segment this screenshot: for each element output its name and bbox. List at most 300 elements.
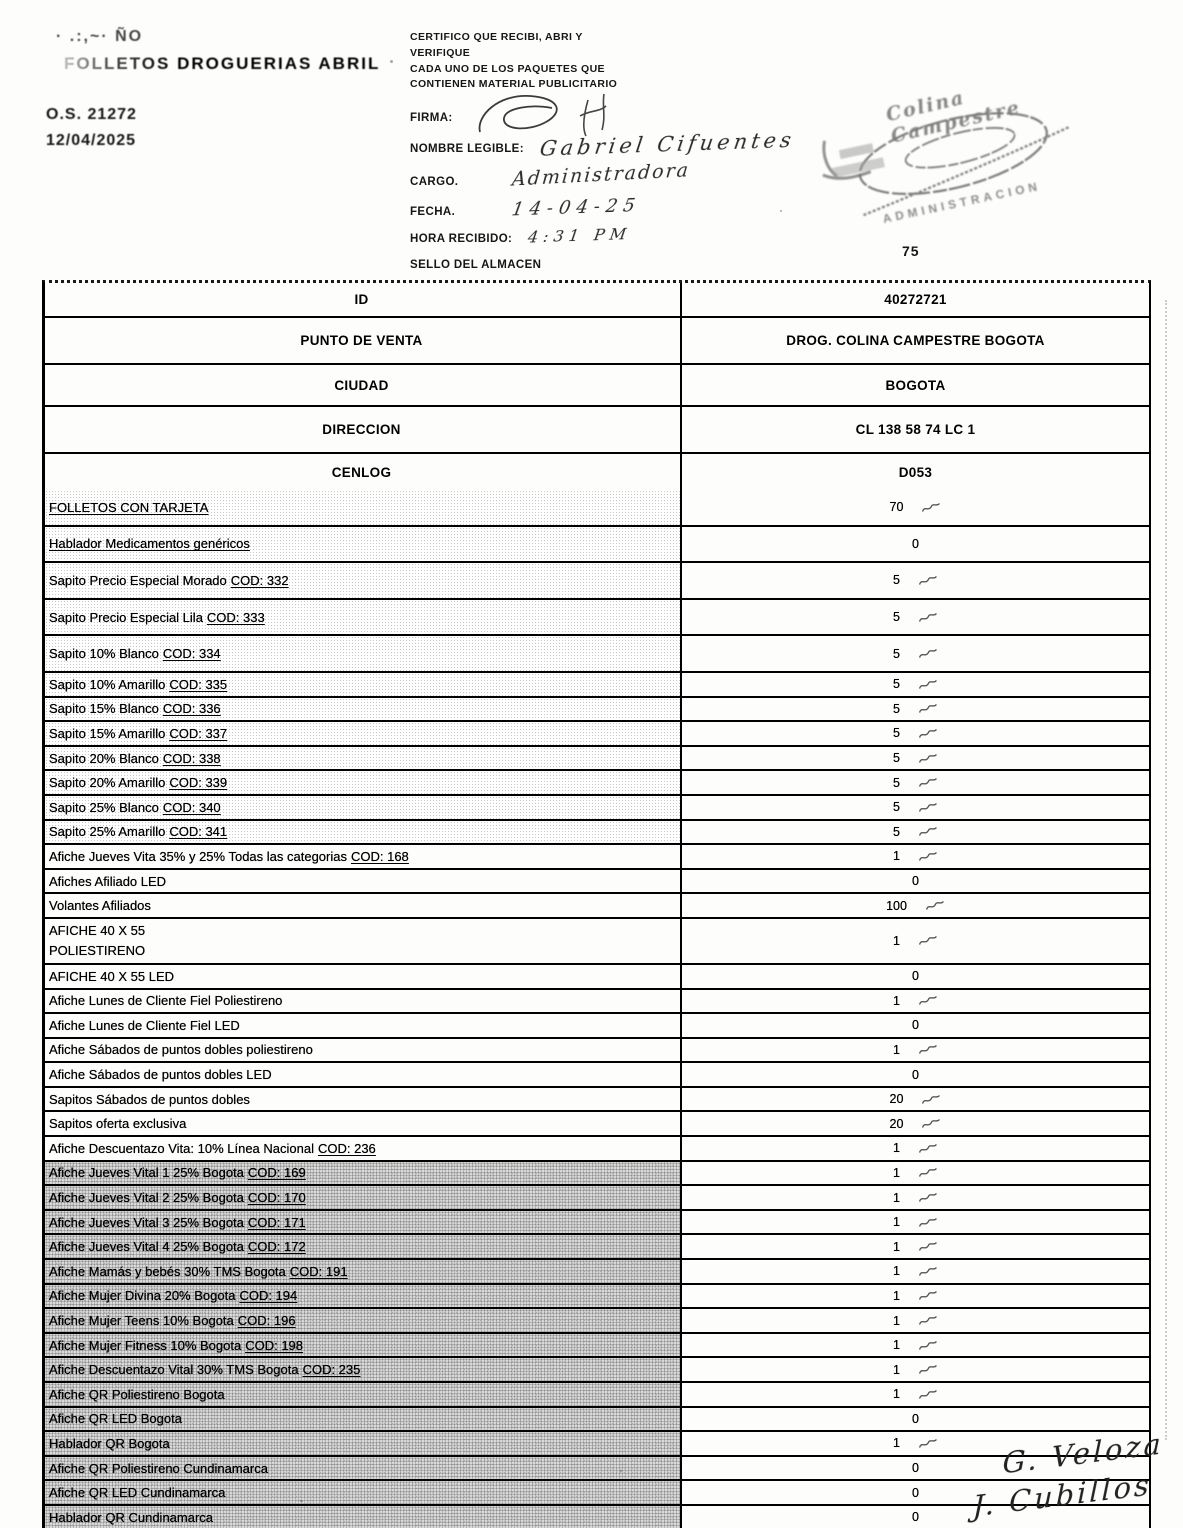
table-row: [45, 1186, 1149, 1211]
handwritten-check-mark: [917, 1264, 939, 1278]
item-label: Sapito 10% Amarillo: [49, 676, 166, 692]
table-row: [45, 1112, 1149, 1137]
item-quantity-cell: [682, 722, 1149, 745]
item-quantity: 5: [893, 646, 900, 661]
item-quantity: 1: [893, 993, 900, 1008]
item-label: Afiche Sábados de puntos dobles LED: [49, 1067, 272, 1083]
item-quantity: 1: [893, 1190, 900, 1205]
item-label: Afiche Jueves Vital 3 25% Bogota: [49, 1214, 244, 1230]
item-quantity: 0: [912, 874, 919, 889]
item-label: Hablador QR Bogota: [49, 1435, 170, 1451]
certification-text: [410, 30, 710, 93]
stamp-admin-text: ADMINISTRACION: [881, 178, 1043, 227]
table-row: [45, 965, 1149, 990]
table-row: [45, 1408, 1149, 1433]
scan-noise: [620, 1470, 622, 1472]
scan-noise: [780, 210, 782, 212]
table-row: [45, 563, 1149, 600]
item-label-cell: [45, 1408, 682, 1431]
item-label-cell: [45, 1186, 682, 1209]
info-value: 40272721: [884, 292, 947, 307]
item-code: COD: 235: [302, 1362, 361, 1378]
item-quantity-cell: [682, 1211, 1149, 1234]
item-label: Afiche QR Poliestireno Cundinamarca: [49, 1460, 268, 1476]
item-label: Afiche Descuentazo Vita: 10% Línea Nacional: [49, 1140, 314, 1156]
table-row: [45, 990, 1149, 1015]
item-code: COD: 335: [169, 676, 228, 692]
item-quantity: 0: [912, 1461, 919, 1476]
item-quantity: 20: [889, 1092, 904, 1107]
info-row: [45, 365, 1149, 407]
item-quantity: 20: [889, 1116, 904, 1131]
item-label-cell: [45, 1358, 682, 1381]
item-code: COD: 341: [169, 824, 228, 840]
item-code: COD: 168: [350, 848, 409, 864]
item-label: Afiche Sábados de puntos dobles poliestireno: [49, 1042, 313, 1058]
scan-noise: [390, 60, 393, 63]
nombre-label: NOMBRE LEGIBLE:: [410, 143, 524, 155]
handwritten-check-mark: [917, 1166, 939, 1180]
handwritten-check-mark: [921, 500, 943, 514]
table-row: [45, 1211, 1149, 1236]
item-quantity-cell: [682, 1334, 1149, 1357]
item-code: COD: 338: [162, 750, 221, 766]
info-label-cell: [45, 318, 682, 363]
handwritten-cargo: Administradora: [511, 159, 691, 191]
item-quantity: 0: [912, 1510, 919, 1525]
item-quantity: 1: [893, 1264, 900, 1279]
item-label-cell: [45, 1088, 682, 1111]
item-label-cell: [45, 1137, 682, 1160]
item-code: COD: 334: [162, 646, 221, 662]
item-quantity: 1: [893, 849, 900, 864]
item-code: COD: 196: [237, 1313, 296, 1329]
handwritten-check-mark: [917, 1190, 939, 1204]
handwritten-check-mark: [917, 1387, 939, 1401]
item-quantity-cell: [682, 1088, 1149, 1111]
item-quantity-cell: [682, 636, 1149, 671]
document-title-line2: FOLLETOS DROGUERIAS ABRIL: [64, 54, 381, 73]
order-date: 12/04/2025: [46, 132, 137, 149]
item-label-cell: [45, 527, 682, 562]
item-code: COD: 171: [247, 1214, 306, 1230]
item-code: COD: 340: [162, 799, 221, 815]
table-row: [45, 771, 1149, 796]
item-quantity: 0: [912, 1485, 919, 1500]
handwritten-check-mark: [917, 1289, 939, 1303]
item-quantity: 1: [893, 1288, 900, 1303]
table-row: [45, 722, 1149, 747]
info-label-cell: [45, 365, 682, 405]
item-code: COD: 191: [289, 1263, 348, 1279]
item-quantity-cell: [682, 771, 1149, 794]
item-quantity-cell: [682, 919, 1149, 963]
item-label: Afiche QR LED Bogota: [49, 1411, 182, 1427]
item-label: Sapito 10% Blanco: [49, 646, 159, 662]
item-quantity: 5: [893, 610, 900, 625]
item-label-cell: [45, 870, 682, 893]
item-quantity: 1: [893, 1215, 900, 1230]
handwritten-check-mark: [917, 610, 939, 624]
item-quantity-cell: [682, 1137, 1149, 1160]
table-row: [45, 1457, 1149, 1482]
table-row: [45, 845, 1149, 870]
item-label-cell: [45, 1235, 682, 1258]
firma-label: FIRMA:: [410, 112, 453, 124]
handwritten-check-mark: [917, 751, 939, 765]
item-label: Sapito Precio Especial Morado: [49, 572, 227, 588]
item-label: Sapito 20% Blanco: [49, 750, 159, 766]
item-quantity: 5: [893, 701, 900, 716]
item-code: COD: 336: [162, 701, 221, 717]
info-label-cell: [45, 454, 682, 490]
handwritten-check-mark: [917, 849, 939, 863]
item-label-cell: [45, 1432, 682, 1455]
certification-line: VERIFIQUE: [410, 46, 471, 59]
item-label-cell: [45, 821, 682, 844]
item-quantity: 5: [893, 573, 900, 588]
scan-edge-artifact: [1165, 300, 1167, 1440]
info-label: CENLOG: [331, 464, 392, 480]
info-value-cell: [682, 283, 1149, 316]
item-quantity-cell: [682, 1309, 1149, 1332]
item-quantity-cell: [682, 600, 1149, 635]
item-label-cell: [45, 1457, 682, 1480]
item-quantity-cell: [682, 673, 1149, 696]
item-label-cell: [45, 600, 682, 635]
item-label-cell: [45, 698, 682, 721]
item-label: AFICHE 40 X 55: [49, 923, 146, 939]
item-label-cell: [45, 1063, 682, 1086]
item-label: Hablador QR Cundinamarca: [49, 1509, 214, 1525]
item-quantity: 1: [893, 1362, 900, 1377]
item-label-cell: [45, 747, 682, 770]
item-label: Afiche Mujer Fitness 10% Bogota: [49, 1337, 242, 1353]
info-row: [45, 454, 1149, 490]
table-row: [45, 1063, 1149, 1088]
handwritten-check-mark: [917, 800, 939, 814]
item-label-cell: [45, 1506, 682, 1528]
item-label-cell: [45, 1039, 682, 1062]
item-quantity: 0: [912, 536, 919, 551]
info-value: D053: [898, 464, 933, 480]
sello-label: SELLO DEL ALMACEN: [410, 259, 542, 271]
item-quantity-cell: [682, 527, 1149, 562]
info-value-cell: [682, 365, 1149, 405]
scan-noise: [300, 1500, 303, 1502]
item-label: Afiche Jueves Vital 4 25% Bogota: [49, 1239, 244, 1255]
item-label-cell: [45, 1285, 682, 1308]
item-label-cell: [45, 1309, 682, 1332]
handwritten-check-mark: [917, 1043, 939, 1057]
item-quantity: 0: [912, 969, 919, 984]
table-row: [45, 1432, 1149, 1457]
item-quantity-cell: [682, 1112, 1149, 1135]
handwritten-check-mark: [917, 677, 939, 691]
item-label-cell: [45, 796, 682, 819]
table-row: [45, 698, 1149, 723]
item-label: Afiche Mamás y bebés 30% TMS Bogota: [49, 1263, 286, 1279]
item-quantity-cell: [682, 894, 1149, 917]
item-label-cell: [45, 1014, 682, 1037]
table-row: [45, 600, 1149, 637]
table-row: [45, 1162, 1149, 1187]
stamp-store-name: Colina Campestre: [883, 86, 1023, 148]
page-number: 75: [902, 243, 920, 259]
table-row: [45, 1383, 1149, 1408]
item-quantity-cell: [682, 1014, 1149, 1037]
fecha-label: FECHA.: [410, 206, 456, 218]
item-label-cell: [45, 1481, 682, 1504]
item-quantity: 1: [893, 933, 900, 948]
item-label: Sapito 25% Amarillo: [49, 824, 166, 840]
item-label: Volantes Afiliados: [49, 898, 151, 914]
item-quantity-cell: [682, 1186, 1149, 1209]
item-label-cell: [45, 1383, 682, 1406]
table-row: [45, 870, 1149, 895]
item-quantity: 5: [893, 824, 900, 839]
handwritten-check-mark: [921, 1092, 943, 1106]
handwritten-check-mark: [917, 1240, 939, 1254]
certification-line: CONTIENEN MATERIAL PUBLICITARIO: [410, 78, 618, 91]
item-quantity-cell: [682, 490, 1149, 525]
handwritten-check-mark: [917, 775, 939, 789]
item-quantity: 1: [893, 1239, 900, 1254]
item-label: Afiche Jueves Vital 1 25% Bogota: [49, 1165, 244, 1181]
item-quantity-cell: [682, 870, 1149, 893]
info-label: ID: [354, 292, 369, 307]
document-title-block: [48, 28, 380, 74]
item-quantity: 70: [889, 500, 904, 515]
item-label: Hablador Medicamentos genéricos: [49, 536, 250, 552]
info-label: DIRECCION: [322, 422, 401, 437]
handwritten-check-mark: [917, 934, 939, 948]
item-label: AFICHE 40 X 55 LED: [49, 968, 174, 984]
info-value: CL 138 58 74 LC 1: [855, 422, 976, 437]
document-title-line1: · .:,~· ÑO: [56, 28, 144, 45]
item-quantity-cell: [682, 1235, 1149, 1258]
item-quantity: 5: [893, 751, 900, 766]
table-row: [45, 1358, 1149, 1383]
item-quantity-cell: [682, 845, 1149, 868]
item-code: COD: 236: [317, 1140, 376, 1156]
item-quantity-cell: [682, 1358, 1149, 1381]
item-quantity: 5: [893, 800, 900, 815]
handwritten-check-mark: [917, 1363, 939, 1377]
info-rows: [45, 283, 1149, 490]
item-quantity-cell: [682, 1063, 1149, 1086]
item-label: Afiche Jueves Vital 2 25% Bogota: [49, 1190, 244, 1206]
item-label: Afiche Lunes de Cliente Fiel Poliestireno: [49, 993, 283, 1009]
item-quantity-cell: [682, 965, 1149, 988]
item-quantity-cell: [682, 563, 1149, 598]
item-label: Sapito 20% Amarillo: [49, 775, 166, 791]
item-quantity-cell: [682, 1383, 1149, 1406]
info-row: [45, 318, 1149, 365]
table-row: [45, 821, 1149, 846]
item-quantity: 1: [893, 1338, 900, 1353]
table-row: [45, 1088, 1149, 1113]
item-label: FOLLETOS CON TARJETA: [49, 499, 209, 515]
info-value: DROG. COLINA CAMPESTRE BOGOTA: [786, 333, 1045, 348]
footer-handwriting-2: J. Cubillos: [972, 1466, 1153, 1524]
handwritten-check-mark: [917, 1436, 939, 1450]
item-quantity: 1: [893, 1141, 900, 1156]
item-quantity-cell: [682, 1162, 1149, 1185]
item-quantity: 0: [912, 1067, 919, 1082]
item-quantity-cell: [682, 1408, 1149, 1431]
item-label-cell: [45, 1162, 682, 1185]
item-code: COD: 169: [247, 1165, 306, 1181]
table-row: [45, 636, 1149, 673]
handwritten-fecha: 14-04-25: [510, 194, 643, 221]
item-label: Afiche Descuentazo Vital 30% TMS Bogota: [49, 1362, 299, 1378]
item-label-line2: POLIESTIRENO: [49, 943, 146, 959]
table-row: [45, 673, 1149, 698]
item-code: COD: 333: [206, 609, 265, 625]
item-rows: [45, 490, 1149, 1528]
item-label: Sapito Precio Especial Lila: [49, 609, 203, 625]
item-code: COD: 194: [239, 1288, 298, 1304]
item-code: COD: 339: [169, 775, 228, 791]
handwritten-check-mark: [917, 1215, 939, 1229]
item-label-cell: [45, 919, 682, 963]
info-value-cell: [682, 318, 1149, 363]
item-quantity: 1: [893, 1042, 900, 1057]
item-label-cell: [45, 636, 682, 671]
info-label-cell: [45, 283, 682, 316]
info-row: [45, 283, 1149, 318]
order-block: [46, 106, 137, 158]
handwritten-check-mark: [917, 825, 939, 839]
item-label-cell: [45, 990, 682, 1013]
hora-label: HORA RECIBIDO:: [410, 233, 513, 245]
table-row: [45, 1235, 1149, 1260]
item-quantity-cell: [682, 990, 1149, 1013]
info-value-cell: [682, 407, 1149, 452]
item-quantity-cell: [682, 821, 1149, 844]
item-label-cell: [45, 965, 682, 988]
item-label-cell: [45, 1112, 682, 1135]
handwritten-check-mark: [917, 702, 939, 716]
item-label-cell: [45, 673, 682, 696]
warehouse-stamp: [807, 68, 1097, 247]
table-row: [45, 1309, 1149, 1334]
handwritten-check-mark: [917, 1338, 939, 1352]
item-label: Sapito 25% Blanco: [49, 799, 159, 815]
info-row: [45, 407, 1149, 454]
item-label: Afiche Jueves Vita 35% y 25% Todas las categorias: [49, 848, 347, 864]
table-row: [45, 490, 1149, 527]
item-label: Sapitos oferta exclusiva: [49, 1116, 187, 1132]
table-row: [45, 1137, 1149, 1162]
table-row: [45, 919, 1149, 965]
handwritten-check-mark: [917, 1141, 939, 1155]
table-row: [45, 1285, 1149, 1310]
item-label-cell: [45, 722, 682, 745]
info-label: CIUDAD: [334, 377, 389, 393]
item-quantity: 1: [893, 1165, 900, 1180]
item-label-cell: [45, 490, 682, 525]
item-code: COD: 337: [169, 725, 228, 741]
handwritten-check-mark: [917, 573, 939, 587]
item-label-cell: [45, 563, 682, 598]
table-row: [45, 1260, 1149, 1285]
item-label-cell: [45, 771, 682, 794]
item-quantity-cell: [682, 1285, 1149, 1308]
table-row: [45, 796, 1149, 821]
handwritten-check-mark: [924, 898, 946, 912]
item-quantity: 5: [893, 726, 900, 741]
item-code: COD: 170: [247, 1190, 306, 1206]
handwritten-check-mark: [917, 726, 939, 740]
item-quantity: 0: [912, 1411, 919, 1426]
item-label: Sapito 15% Amarillo: [49, 725, 166, 741]
item-quantity: 100: [886, 898, 907, 913]
order-number: O.S. 21272: [46, 106, 137, 123]
item-label: Afiche QR LED Cundinamarca: [49, 1485, 226, 1501]
item-quantity-cell: [682, 698, 1149, 721]
item-label-cell: [45, 845, 682, 868]
item-quantity: 1: [893, 1313, 900, 1328]
info-value: BOGOTA: [885, 377, 946, 393]
item-label: Afiche Mujer Divina 20% Bogota: [49, 1288, 236, 1304]
handwritten-check-mark: [917, 647, 939, 661]
item-label-cell: [45, 1334, 682, 1357]
table-row: [45, 527, 1149, 564]
item-code: COD: 198: [245, 1337, 304, 1353]
item-label: Afiche Lunes de Cliente Fiel LED: [49, 1017, 240, 1033]
table-row: [45, 747, 1149, 772]
certification-line: CADA UNO DE LOS PAQUETES QUE: [410, 62, 605, 75]
certification-line: CERTIFICO QUE RECIBI, ABRI Y: [410, 31, 583, 43]
item-quantity-cell: [682, 796, 1149, 819]
item-label-cell: [45, 894, 682, 917]
item-label: Sapitos Sábados de puntos dobles: [49, 1091, 250, 1107]
table-row: [45, 1334, 1149, 1359]
item-label: Afiche Mujer Teens 10% Bogota: [49, 1313, 234, 1329]
info-label: PUNTO DE VENTA: [300, 333, 423, 348]
handwritten-check-mark: [917, 1313, 939, 1327]
handwritten-hora: 4:31 PM: [526, 224, 633, 247]
item-label: Afiche QR Poliestireno Bogota: [49, 1386, 225, 1402]
item-quantity-cell: [682, 1260, 1149, 1283]
item-quantity: 5: [893, 775, 900, 790]
handwritten-check-mark: [917, 994, 939, 1008]
info-label-cell: [45, 407, 682, 452]
delivery-table: [42, 280, 1151, 1528]
item-code: COD: 332: [230, 572, 289, 588]
table-row: [45, 1039, 1149, 1064]
item-code: COD: 172: [247, 1239, 306, 1255]
item-quantity: 1: [893, 1436, 900, 1451]
table-row: [45, 1014, 1149, 1039]
handwritten-nombre: Gabriel Cifuentes: [538, 127, 797, 161]
item-label: Sapito 15% Blanco: [49, 701, 159, 717]
item-label-cell: [45, 1211, 682, 1234]
item-quantity: 0: [912, 1018, 919, 1033]
item-label: Afiches Afiliado LED: [49, 873, 167, 889]
item-quantity-cell: [682, 1039, 1149, 1062]
item-quantity: 5: [893, 677, 900, 692]
footer-handwriting-1: G. Veloza: [1002, 1425, 1165, 1481]
info-value-cell: [682, 454, 1149, 490]
item-quantity: 1: [893, 1387, 900, 1402]
handwritten-check-mark: [921, 1117, 943, 1131]
item-label-cell: [45, 1260, 682, 1283]
cargo-label: CARGO.: [410, 176, 459, 188]
table-row: [45, 894, 1149, 919]
